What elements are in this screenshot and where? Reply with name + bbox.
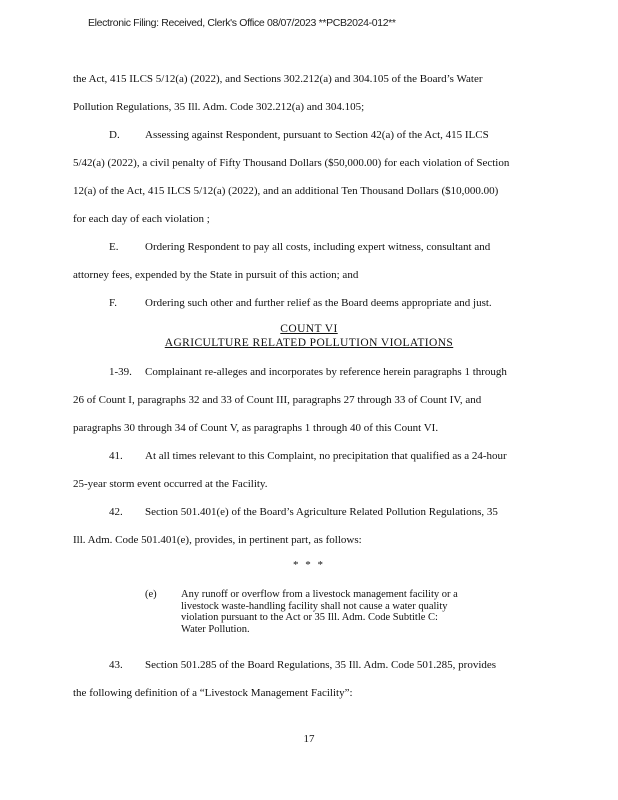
filing-stamp-header: Electronic Filing: Received, Clerk's Office 08/07/2023 **PCB2024-012** <box>88 17 396 29</box>
body-line: Ill. Adm. Code 501.401(e), provides, in pertinent part, as follows: <box>73 534 362 546</box>
body-line: 5/42(a) (2022), a civil penalty of Fifty Thousand Dollars ($50,000.00) for each violation of Section <box>73 157 510 169</box>
quote-line: Any runoff or overflow from a livestock management facility or a <box>181 589 458 600</box>
body-line: At all times relevant to this Complaint, no precipitation that qualified as a 24-hour <box>145 450 507 462</box>
paragraph-label: 42. <box>109 506 123 518</box>
block-quote <box>181 589 511 635</box>
body-line: 26 of Count I, paragraphs 32 and 33 of Count III, paragraphs 27 through 33 of Count IV, and <box>73 394 482 406</box>
ellipsis-marker: * * * <box>293 559 325 571</box>
body-line: Complainant re-alleges and incorporates by reference herein paragraphs 1 through <box>145 366 507 378</box>
body-line: Pollution Regulations, 35 Ill. Adm. Code 302.212(a) and 304.105; <box>73 101 365 113</box>
body-line: Ordering Respondent to pay all costs, including expert witness, consultant and <box>145 241 491 253</box>
quote-line: livestock waste-handling facility shall not cause a water quality <box>181 600 448 612</box>
paragraph-label: 43. <box>109 659 123 671</box>
body-line: the Act, 415 ILCS 5/12(a) (2022), and Sections 302.212(a) and 304.105 of the Board’s Water <box>73 73 483 85</box>
paragraph-label: 41. <box>109 450 123 462</box>
body-line: paragraphs 30 through 34 of Count V, as paragraphs 1 through 40 of this Count VI. <box>73 422 439 434</box>
body-line: 25-year storm event occurred at the Facility. <box>73 478 268 490</box>
body-line: Section 501.285 of the Board Regulations, 35 Ill. Adm. Code 501.285, provides <box>145 659 497 671</box>
paragraph-label: D. <box>109 129 120 141</box>
body-line: Section 501.401(e) of the Board’s Agriculture Related Pollution Regulations, 35 <box>145 506 498 518</box>
quote-label: (e) <box>145 589 157 600</box>
quote-line: violation pursuant to the Act or 35 Ill. Adm. Code Subtitle C: <box>181 612 438 623</box>
paragraph-label: 1-39. <box>109 366 132 378</box>
body-line: attorney fees, expended by the State in pursuit of this action; and <box>73 269 359 281</box>
count-title-heading <box>0 337 618 349</box>
body-line: Assessing against Respondent, pursuant to Section 42(a) of the Act, 415 ILCS <box>145 129 489 141</box>
count-title: AGRICULTURE RELATED POLLUTION VIOLATIONS <box>164 337 454 349</box>
body-line: for each day of each violation ; <box>73 213 210 225</box>
body-line: 12(a) of the Act, 415 ILCS 5/12(a) (2022), and an additional Ten Thousand Dollars ($10,000.00) <box>73 185 499 197</box>
count-number-heading <box>0 323 618 335</box>
page-number: 17 <box>303 733 315 745</box>
body-line: Ordering such other and further relief as the Board deems appropriate and just. <box>145 297 492 309</box>
body-line: the following definition of a “Livestock Management Facility”: <box>73 687 353 699</box>
paragraph-label: E. <box>109 241 119 253</box>
quote-line: Water Pollution. <box>181 623 250 635</box>
count-number: COUNT VI <box>280 323 338 335</box>
paragraph-label: F. <box>109 297 117 309</box>
